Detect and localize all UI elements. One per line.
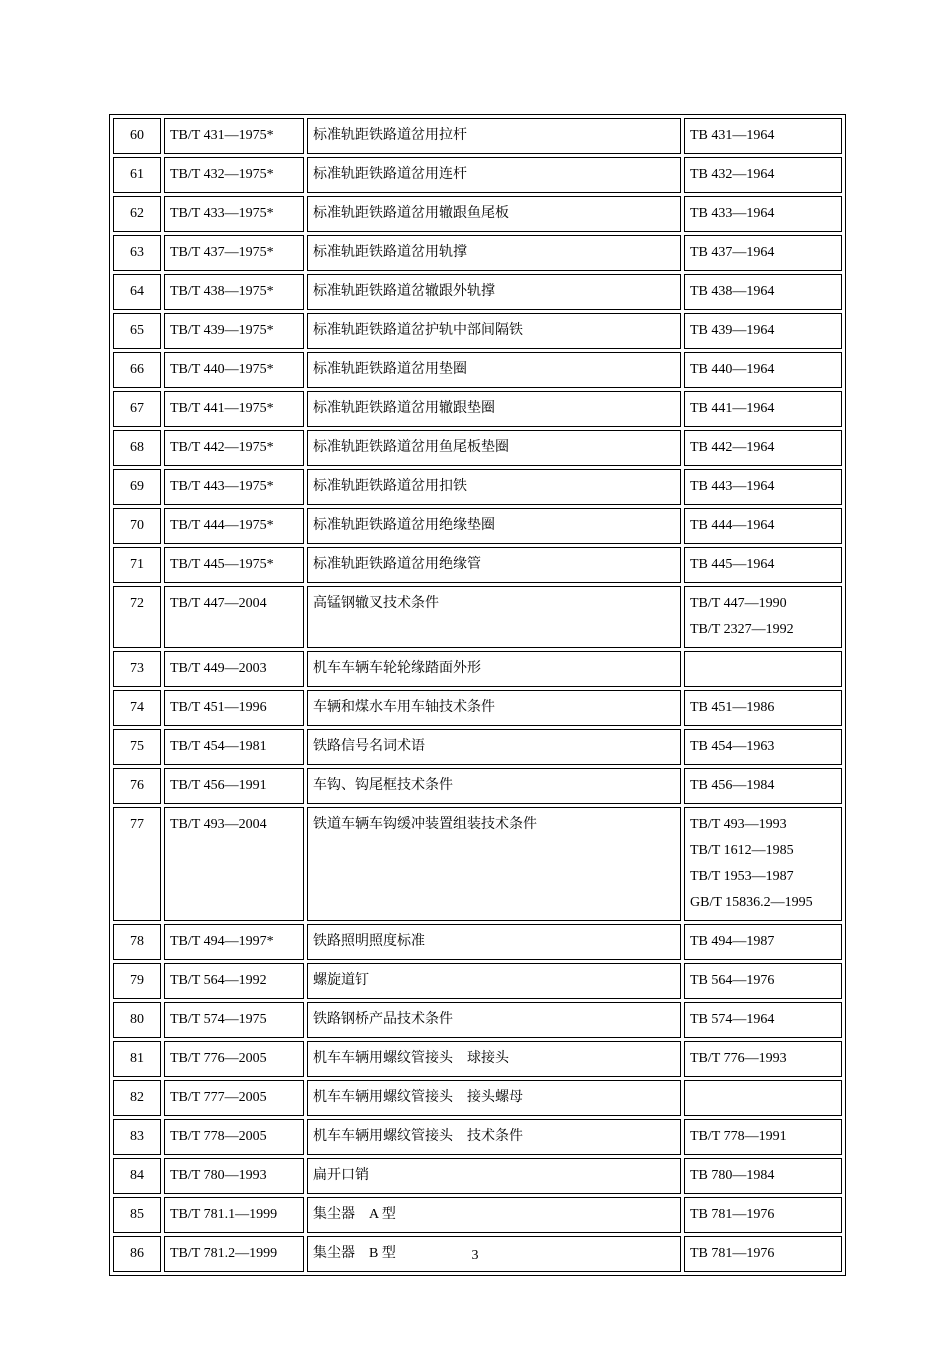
row-number-cell: 80 xyxy=(113,1002,161,1038)
standard-name-cell: 机车车辆用螺纹管接头 球接头 xyxy=(307,1041,681,1077)
standard-code-cell: TB/T 574—1975 xyxy=(164,1002,304,1038)
row-number-cell: 66 xyxy=(113,352,161,388)
replaced-standard: TB/T 778—1991 xyxy=(690,1129,787,1144)
replaced-standard: GB/T 15836.2—1995 xyxy=(690,895,813,910)
replaced-standards-cell xyxy=(684,1080,842,1116)
replaced-standard: TB 431—1964 xyxy=(690,128,775,143)
standard-name-cell: 车钩、钩尾框技术条件 xyxy=(307,768,681,804)
table-row xyxy=(113,924,842,960)
row-number-cell: 65 xyxy=(113,313,161,349)
standard-name-cell: 车辆和煤水车用车轴技术条件 xyxy=(307,690,681,726)
table-row xyxy=(113,118,842,154)
replaced-standard: TB 564—1976 xyxy=(690,973,775,988)
table-row xyxy=(113,1119,842,1155)
table-row xyxy=(113,963,842,999)
standard-name-cell: 机车车辆用螺纹管接头 技术条件 xyxy=(307,1119,681,1155)
standard-code-cell: TB/T 431—1975* xyxy=(164,118,304,154)
standard-name-cell: 标准轨距铁路道岔用扣铁 xyxy=(307,469,681,505)
row-number-cell: 84 xyxy=(113,1158,161,1194)
replaced-standards-cell xyxy=(684,118,842,154)
replaced-standard: TB 781—1976 xyxy=(690,1246,775,1261)
replaced-standards-cell xyxy=(684,729,842,765)
table-row xyxy=(113,729,842,765)
replaced-standard: TB 437—1964 xyxy=(690,245,775,260)
table-row xyxy=(113,1158,842,1194)
replaced-standard: TB 441—1964 xyxy=(690,401,775,416)
table-row xyxy=(113,391,842,427)
replaced-standard: TB 451—1986 xyxy=(690,700,775,715)
replaced-standard: TB 494—1987 xyxy=(690,934,775,949)
row-number-cell: 70 xyxy=(113,508,161,544)
standard-name-cell: 铁路钢桥产品技术条件 xyxy=(307,1002,681,1038)
row-number-cell: 83 xyxy=(113,1119,161,1155)
row-number-cell: 81 xyxy=(113,1041,161,1077)
row-number-cell: 85 xyxy=(113,1197,161,1233)
table-row xyxy=(113,1002,842,1038)
standard-name-cell: 标准轨距铁路道岔用绝缘管 xyxy=(307,547,681,583)
table-row xyxy=(113,1080,842,1116)
replaced-standard: TB 439—1964 xyxy=(690,323,775,338)
row-number-cell: 77 xyxy=(113,807,161,921)
row-number-cell: 61 xyxy=(113,157,161,193)
standard-name-cell: 机车车辆车轮轮缘踏面外形 xyxy=(307,651,681,687)
standard-name-cell: 标准轨距铁路道岔用连杆 xyxy=(307,157,681,193)
standard-name-cell: 扁开口销 xyxy=(307,1158,681,1194)
table-row xyxy=(113,651,842,687)
replaced-standard: TB 443—1964 xyxy=(690,479,775,494)
standard-code-cell: TB/T 456—1991 xyxy=(164,768,304,804)
replaced-standard: TB/T 1953—1987 xyxy=(690,869,794,884)
standard-code-cell: TB/T 451—1996 xyxy=(164,690,304,726)
standard-name-cell: 标准轨距铁路道岔用鱼尾板垫圈 xyxy=(307,430,681,466)
replaced-standard: TB 456—1984 xyxy=(690,778,775,793)
replaced-standards-cell xyxy=(684,1119,842,1155)
standard-name-cell: 标准轨距铁路道岔用辙跟鱼尾板 xyxy=(307,196,681,232)
replaced-standards-cell xyxy=(684,1197,842,1233)
replaced-standard: TB 442—1964 xyxy=(690,440,775,455)
row-number-cell: 68 xyxy=(113,430,161,466)
row-number-cell: 86 xyxy=(113,1236,161,1272)
standard-code-cell: TB/T 781.1—1999 xyxy=(164,1197,304,1233)
row-number-cell: 78 xyxy=(113,924,161,960)
standard-name-cell: 铁路照明照度标准 xyxy=(307,924,681,960)
replaced-standards-cell xyxy=(684,430,842,466)
standard-code-cell: TB/T 776—2005 xyxy=(164,1041,304,1077)
replaced-standard: TB/T 447—1990 xyxy=(690,596,787,611)
table-row xyxy=(113,313,842,349)
standard-code-cell: TB/T 440—1975* xyxy=(164,352,304,388)
standard-name-cell: 铁道车辆车钩缓冲装置组装技术条件 xyxy=(307,807,681,921)
standard-code-cell: TB/T 778—2005 xyxy=(164,1119,304,1155)
replaced-standards-cell xyxy=(684,586,842,648)
replaced-standard: TB 574—1964 xyxy=(690,1012,775,1027)
standards-table-body xyxy=(113,118,842,1272)
row-number-cell: 64 xyxy=(113,274,161,310)
row-number-cell: 67 xyxy=(113,391,161,427)
standard-code-cell: TB/T 445—1975* xyxy=(164,547,304,583)
replaced-standards-cell xyxy=(684,963,842,999)
row-number-cell: 69 xyxy=(113,469,161,505)
replaced-standards-cell xyxy=(684,807,842,921)
standard-name-cell: 标准轨距铁路道岔用辙跟垫圈 xyxy=(307,391,681,427)
standard-name-cell: 集尘器 A 型 xyxy=(307,1197,681,1233)
replaced-standards-cell xyxy=(684,352,842,388)
table-row xyxy=(113,1041,842,1077)
replaced-standard: TB/T 2327—1992 xyxy=(690,622,794,637)
table-row xyxy=(113,157,842,193)
table-row xyxy=(113,235,842,271)
row-number-cell: 79 xyxy=(113,963,161,999)
replaced-standard: TB 440—1964 xyxy=(690,362,775,377)
replaced-standard: TB/T 493—1993 xyxy=(690,817,787,832)
replaced-standard: TB 454—1963 xyxy=(690,739,775,754)
standard-code-cell: TB/T 449—2003 xyxy=(164,651,304,687)
replaced-standards-cell xyxy=(684,469,842,505)
table-row xyxy=(113,196,842,232)
table-row xyxy=(113,508,842,544)
table-row xyxy=(113,690,842,726)
standard-name-cell: 铁路信号名词术语 xyxy=(307,729,681,765)
standard-code-cell: TB/T 564—1992 xyxy=(164,963,304,999)
replaced-standard: TB/T 776—1993 xyxy=(690,1051,787,1066)
replaced-standards-cell xyxy=(684,157,842,193)
standard-code-cell: TB/T 777—2005 xyxy=(164,1080,304,1116)
standard-code-cell: TB/T 438—1975* xyxy=(164,274,304,310)
standard-code-cell: TB/T 432—1975* xyxy=(164,157,304,193)
replaced-standards-cell xyxy=(684,1002,842,1038)
replaced-standard: TB 781—1976 xyxy=(690,1207,775,1222)
standard-name-cell: 机车车辆用螺纹管接头 接头螺母 xyxy=(307,1080,681,1116)
table-row xyxy=(113,807,842,921)
row-number-cell: 73 xyxy=(113,651,161,687)
row-number-cell: 60 xyxy=(113,118,161,154)
replaced-standards-cell xyxy=(684,768,842,804)
row-number-cell: 71 xyxy=(113,547,161,583)
standard-name-cell: 标准轨距铁路道岔用绝缘垫圈 xyxy=(307,508,681,544)
standard-name-cell: 标准轨距铁路道岔辙跟外轨撑 xyxy=(307,274,681,310)
standard-code-cell: TB/T 781.2—1999 xyxy=(164,1236,304,1272)
standard-name-cell: 螺旋道钉 xyxy=(307,963,681,999)
standard-name-cell: 标准轨距铁路道岔用垫圈 xyxy=(307,352,681,388)
replaced-standards-cell xyxy=(684,391,842,427)
standard-code-cell: TB/T 433—1975* xyxy=(164,196,304,232)
replaced-standard: TB 444—1964 xyxy=(690,518,775,533)
replaced-standards-cell xyxy=(684,274,842,310)
standard-code-cell: TB/T 493—2004 xyxy=(164,807,304,921)
standard-code-cell: TB/T 443—1975* xyxy=(164,469,304,505)
standard-code-cell: TB/T 442—1975* xyxy=(164,430,304,466)
replaced-standards-cell xyxy=(684,651,842,687)
replaced-standard: TB 432—1964 xyxy=(690,167,775,182)
table-row xyxy=(113,768,842,804)
replaced-standards-cell xyxy=(684,508,842,544)
standard-name-cell: 标准轨距铁路道岔用轨撑 xyxy=(307,235,681,271)
standard-name-cell: 集尘器 B 型 xyxy=(307,1236,681,1272)
standards-table xyxy=(109,114,846,1276)
row-number-cell: 82 xyxy=(113,1080,161,1116)
row-number-cell: 63 xyxy=(113,235,161,271)
replaced-standard: TB 780—1984 xyxy=(690,1168,775,1183)
row-number-cell: 72 xyxy=(113,586,161,648)
page-number: 3 xyxy=(471,1248,479,1263)
row-number-cell: 62 xyxy=(113,196,161,232)
replaced-standards-cell xyxy=(684,1158,842,1194)
standard-code-cell: TB/T 780—1993 xyxy=(164,1158,304,1194)
standard-name-cell: 标准轨距铁路道岔用拉杆 xyxy=(307,118,681,154)
standard-code-cell: TB/T 454—1981 xyxy=(164,729,304,765)
standard-code-cell: TB/T 437—1975* xyxy=(164,235,304,271)
table-row xyxy=(113,352,842,388)
table-row xyxy=(113,1197,842,1233)
replaced-standards-cell xyxy=(684,690,842,726)
replaced-standards-cell xyxy=(684,196,842,232)
standard-name-cell: 标准轨距铁路道岔护轨中部间隔铁 xyxy=(307,313,681,349)
standard-code-cell: TB/T 444—1975* xyxy=(164,508,304,544)
standard-code-cell: TB/T 494—1997* xyxy=(164,924,304,960)
replaced-standards-cell xyxy=(684,547,842,583)
row-number-cell: 75 xyxy=(113,729,161,765)
standard-code-cell: TB/T 441—1975* xyxy=(164,391,304,427)
standard-code-cell: TB/T 439—1975* xyxy=(164,313,304,349)
replaced-standard: TB/T 1612—1985 xyxy=(690,843,794,858)
replaced-standards-cell xyxy=(684,924,842,960)
row-number-cell: 76 xyxy=(113,768,161,804)
standard-name-cell: 高锰钢辙叉技术条件 xyxy=(307,586,681,648)
table-row xyxy=(113,547,842,583)
table-row xyxy=(113,469,842,505)
table-row xyxy=(113,274,842,310)
replaced-standards-cell xyxy=(684,1041,842,1077)
replaced-standards-cell xyxy=(684,235,842,271)
table-row xyxy=(113,430,842,466)
standard-code-cell: TB/T 447—2004 xyxy=(164,586,304,648)
replaced-standard: TB 445—1964 xyxy=(690,557,775,572)
table-row xyxy=(113,586,842,648)
replaced-standard: TB 438—1964 xyxy=(690,284,775,299)
replaced-standard: TB 433—1964 xyxy=(690,206,775,221)
replaced-standards-cell xyxy=(684,313,842,349)
row-number-cell: 74 xyxy=(113,690,161,726)
